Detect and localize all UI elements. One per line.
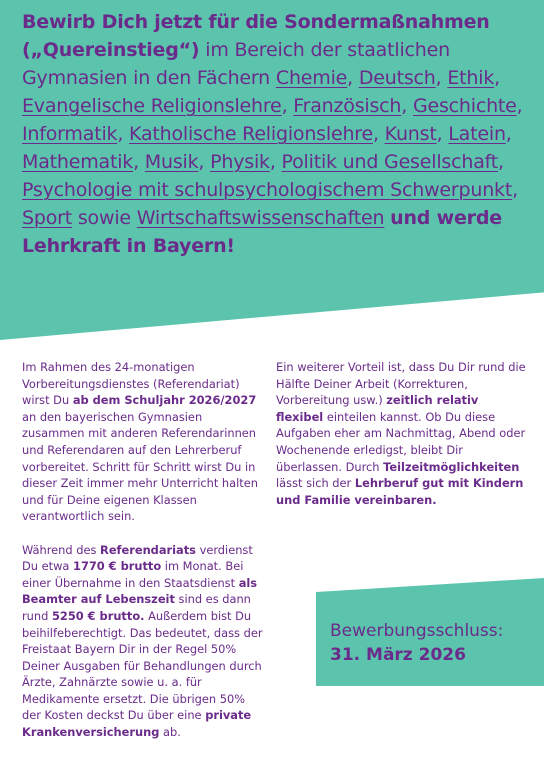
intro-bold: Bewirb Dich jetzt für die Sondermaßnahmen („Quereinstieg“) <box>22 11 490 61</box>
text: einteilen kannst. Ob Du diese Aufgaben eher am Nachmittag, Abend oder Wochenende erledigst, bleibt Dir überlassen. Durch <box>276 409 526 474</box>
emphasis: 5250 € brutto. <box>51 608 145 623</box>
subject-link[interactable]: Physik <box>210 151 270 173</box>
subject-link[interactable]: Deutsch <box>358 67 436 89</box>
referendariat-paragraph <box>22 359 266 525</box>
subject-link[interactable]: Latein <box>448 123 506 145</box>
subject-link[interactable]: Mathematik <box>22 151 134 173</box>
subject-link[interactable]: Musik <box>144 151 199 173</box>
flexibility-paragraph <box>276 359 526 508</box>
emphasis: Referendariats <box>100 542 196 557</box>
deadline-box <box>330 619 540 667</box>
text: lässt sich der <box>276 476 352 491</box>
text: Im Rahmen des 24-monatigen Vorbereitungsdienstes (Referendariat) wirst Du <box>22 360 240 408</box>
subject-link[interactable]: Französisch <box>293 95 402 117</box>
subject-link[interactable]: Wirtschaftswissenschaften <box>136 207 385 229</box>
headline <box>22 8 532 260</box>
intro-rest: im Bereich der staatlichen Gymnasien in den Fächern <box>22 39 450 89</box>
text: sind es dann rund <box>22 592 251 623</box>
text: im Monat. Bei einer Übernahme in den Staatsdienst <box>22 559 244 590</box>
left-column <box>22 359 266 741</box>
text: Außerdem bist Du beihilfeberechtigt. Das bedeutet, dass der Freistaat Bayern Dir in der Regel 50% Deiner Ausgaben für Behandlungen durch Ärzte, Zahnärzte sowie u. a. für Medikamente ersetzt. Die übrigen 50% der Kosten deckst Du über eine <box>22 608 263 723</box>
deadline-label: Bewerbungsschluss: <box>330 621 504 641</box>
deadline-date: 31. März 2026 <box>330 645 466 665</box>
text: verdienst Du etwa <box>22 542 253 574</box>
emphasis: als Beamter auf Lebenszeit <box>22 575 258 607</box>
outro-bold: und werde Lehrkraft in Bayern! <box>22 207 502 257</box>
subject-link[interactable]: Politik und Gesellschaft <box>281 151 499 173</box>
subject-link[interactable]: Evangelische Religionslehre <box>22 95 282 117</box>
salary-paragraph <box>22 542 266 741</box>
emphasis: private Krankenversicherung <box>22 708 252 740</box>
text: Während des <box>22 542 97 557</box>
emphasis: zeitlich relativ flexibel <box>276 393 479 424</box>
subject-link[interactable]: Kunst <box>384 123 437 145</box>
subject-link[interactable]: Informatik <box>22 123 118 145</box>
subject-link[interactable]: Ethik <box>447 67 495 89</box>
emphasis: ab dem Schuljahr 2026/2027 <box>72 393 257 408</box>
right-column <box>276 359 526 508</box>
subject-link[interactable]: Chemie <box>275 67 348 89</box>
subject-link[interactable]: Psychologie mit schulpsychologischem Schwerpunkt <box>22 179 513 201</box>
emphasis: Teilzeitmöglichkeiten <box>383 459 520 474</box>
text: Ein weiterer Vorteil ist, dass Du Dir rund die Hälfte Deiner Arbeit (Korrekturen, Vorbereitung usw.) <box>276 360 526 408</box>
and-word: sowie <box>77 207 131 229</box>
emphasis: Lehrberuf gut mit Kindern und Familie vereinbaren. <box>276 476 524 507</box>
subject-link[interactable]: Geschichte <box>412 95 517 117</box>
text: an den bayerischen Gymnasien zusammen mit anderen Referendarinnen und Referendaren auf den Lehrerberuf vorbereitet. Schritt für Schritt wirst Du in dieser Zeit immer mehr Unterricht halten und für Deine eigenen Klassen verantwortlich sein. <box>22 409 258 524</box>
emphasis: 1770 € brutto <box>73 559 162 574</box>
subject-list: Chemie, Deutsch, Ethik, Evangelische Religionslehre, Französisch, Geschichte, Informatik, Katholische Religionslehre, Kunst, Latein, Mathematik, Musik, Physik, Politik und Gesellschaft, Psychologie mit schulpsychologischem Schwerpunkt, Sport sowie Wirtschaftswissenschaften <box>22 67 523 229</box>
subject-link[interactable]: Sport <box>22 207 73 229</box>
text: ab. <box>163 725 181 740</box>
subject-link[interactable]: Katholische Religionslehre <box>129 123 373 145</box>
